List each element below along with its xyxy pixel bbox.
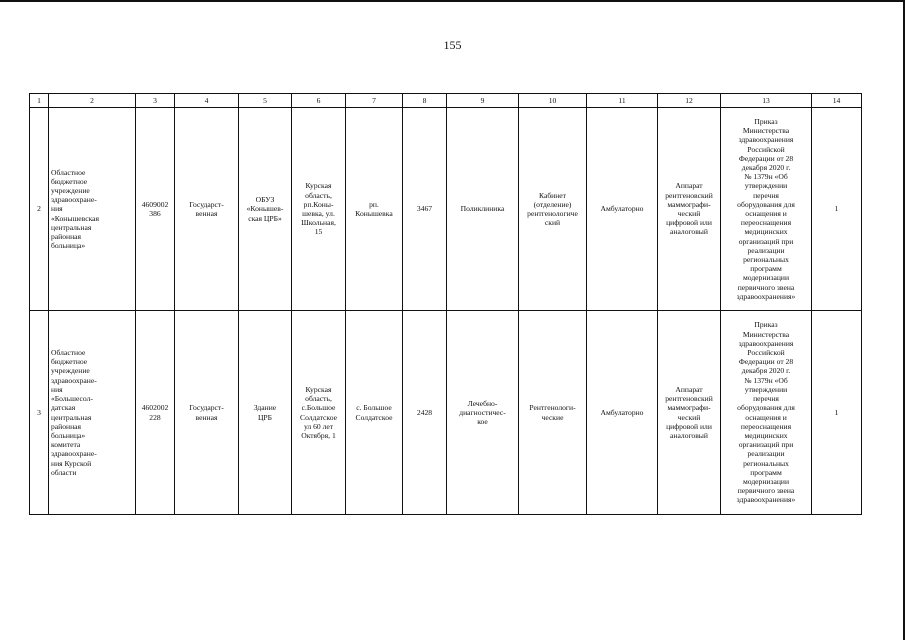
organization-name-cell: [49, 108, 136, 311]
ownership-cell: [175, 311, 239, 515]
building-cell: [239, 108, 292, 311]
column-number-header: 7: [346, 94, 403, 108]
department-cell: [519, 311, 587, 515]
table-row: [30, 311, 862, 515]
department-cell: [519, 108, 587, 311]
cell-text: Областное бюджетное учреждение здравоохране- ния «Конышевская центральная районная больница»: [51, 167, 100, 251]
cell-text: Областное бюджетное учреждение здравоохране- ния «Большесол- датская центральная районная больница» комитета здравоохране- ния Курской области: [51, 348, 97, 477]
unit-type-cell: [447, 311, 519, 515]
column-number-header: 6: [292, 94, 346, 108]
address-cell: [292, 311, 346, 515]
cell-text: Поликлиника: [460, 204, 505, 214]
inn-cell: [136, 311, 175, 515]
column-number-header: 5: [239, 94, 292, 108]
cell-text: 1: [834, 204, 839, 214]
row-index-cell: [30, 311, 49, 515]
care-conditions-cell: [587, 108, 658, 311]
cell-text: ОБУЗ «Конышев- ская ЦРБ»: [246, 195, 284, 223]
ownership-cell: [175, 108, 239, 311]
cell-text: Рентгенологи- ческие: [529, 403, 576, 422]
column-number-header: 4: [175, 94, 239, 108]
legal-basis-cell: [721, 311, 812, 515]
column-number-header: 11: [587, 94, 658, 108]
column-number-header: 10: [519, 94, 587, 108]
legal-basis-cell: [721, 108, 812, 311]
column-number-header: 9: [447, 94, 519, 108]
organization-name-cell: [49, 311, 136, 515]
cell-text: 1: [834, 407, 839, 417]
quantity-cell: [812, 311, 862, 515]
cell-text: Государст- венная: [189, 403, 224, 422]
cell-text: Лечебно- диагностичес- кое: [459, 398, 506, 427]
column-number-header: 1: [30, 94, 49, 108]
cell-text: 4609002 386: [141, 199, 169, 218]
quantity-cell: [812, 108, 862, 311]
settlement-cell: [346, 108, 403, 311]
column-number-header: 12: [658, 94, 721, 108]
cell-text: 2: [37, 204, 41, 214]
cell-text: Приказ Министерства здравоохранения Российской Федерации от 28 декабря 2020 г. № 1379н «Об утверждении перечня оборудования для оснащения и переоснащения медицинских организаций при реализации региональных программ модернизации первичного звена здравоохранения»: [736, 116, 796, 301]
page-number: 155: [443, 38, 462, 52]
cell-text: Здание ЦРБ: [253, 403, 277, 422]
column-number-header: 14: [812, 94, 862, 108]
inn-cell: [136, 108, 175, 311]
cell-text: 3: [37, 407, 41, 417]
cell-text: Курская область, с.Большое Солдатское ул 60 лет Октября, 1: [300, 384, 337, 440]
population-cell: [403, 108, 447, 311]
cell-text: Приказ Министерства здравоохранения Российской Федерации от 28 декабря 2020 г. № 1379н «Об утверждении перечня оборудования для оснащения и переоснащения медицинских организаций при реализации региональных программ модернизации первичного звена здравоохранения»: [736, 320, 796, 505]
cell-text: 4602002 228: [141, 403, 169, 422]
row-index-cell: [30, 108, 49, 311]
equipment-cell: [658, 108, 721, 311]
column-number-header: 13: [721, 94, 812, 108]
cell-text: рп. Конышевка: [355, 199, 393, 218]
equipment-cell: [658, 311, 721, 515]
column-number-header: 3: [136, 94, 175, 108]
cell-text: 3467: [416, 204, 433, 214]
address-cell: [292, 108, 346, 311]
cell-text: Государст- венная: [189, 199, 224, 218]
settlement-cell: [346, 311, 403, 515]
population-cell: [403, 311, 447, 515]
cell-text: Амбулаторно: [600, 204, 644, 214]
table-row: [30, 108, 862, 311]
equipment-registry-table: [29, 93, 862, 515]
unit-type-cell: [447, 108, 519, 311]
table-header-row: [30, 94, 862, 108]
building-cell: [239, 311, 292, 515]
cell-text: Аппарат рентгеновский маммографи- ческий цифровой или аналоговый: [665, 384, 713, 440]
cell-text: Амбулаторно: [600, 407, 644, 417]
scan-border-top: [0, 0, 905, 2]
cell-text: Кабинет (отделение) рентгенологиче ский: [527, 190, 578, 228]
cell-text: Курская область, рп.Коны- шевка, ул. Школьная, 15: [301, 181, 336, 237]
cell-text: с. Большое Солдатское: [355, 403, 393, 422]
care-conditions-cell: [587, 311, 658, 515]
cell-text: Аппарат рентгеновский маммографи- ческий цифровой или аналоговый: [665, 181, 713, 237]
column-number-header: 8: [403, 94, 447, 108]
cell-text: 2428: [416, 407, 433, 417]
column-number-header: 2: [49, 94, 136, 108]
